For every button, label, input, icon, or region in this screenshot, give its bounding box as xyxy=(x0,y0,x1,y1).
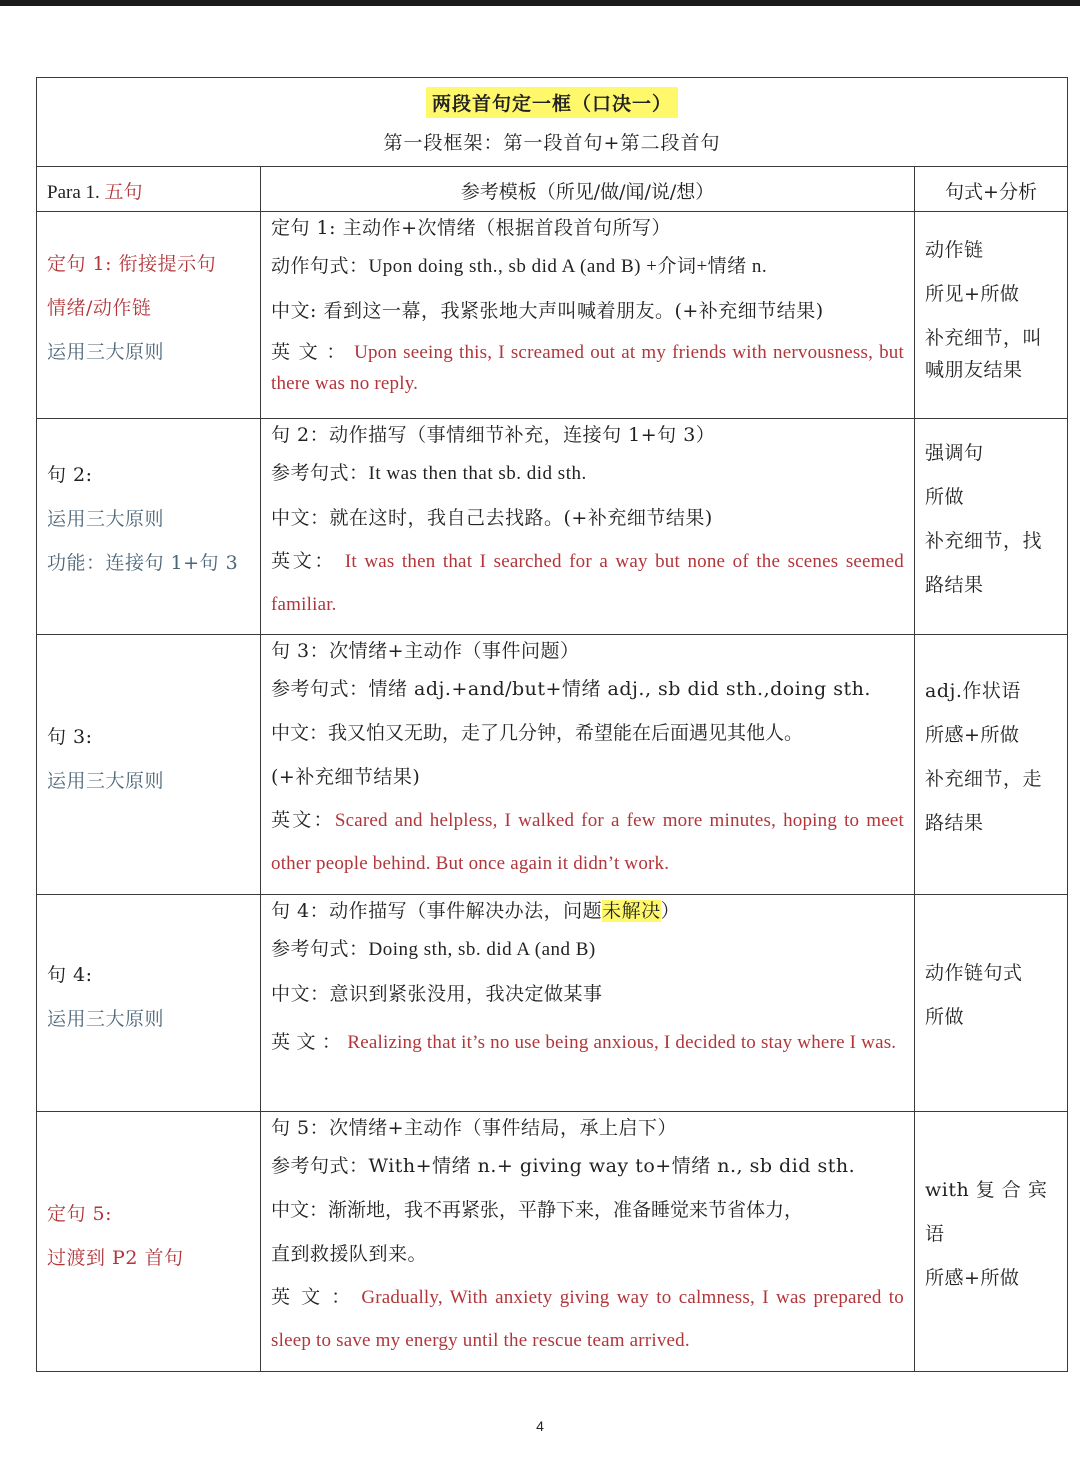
row-left-line: 定句 5: xyxy=(47,1203,113,1225)
english-label: 英文： xyxy=(271,809,335,831)
row-title: 定句 1: 主动作+次情绪（根据首段首句所写） xyxy=(271,217,671,239)
highlight-unsolved: 未解决 xyxy=(602,900,661,922)
chinese-example: 中文：意识到紧张没用，我决定做某事 xyxy=(271,983,603,1005)
row-left-line: 定句 1: 衔接提示句 xyxy=(47,253,217,275)
row-title: 句 5：次情绪+主动作（事件结局，承上启下） xyxy=(271,1117,678,1139)
english-label: 英 文 ： xyxy=(271,341,347,363)
analysis-line: 所做 xyxy=(925,486,965,508)
analysis-line: 路结果 xyxy=(925,574,984,596)
row-title: 句 3：次情绪+主动作（事件问题） xyxy=(271,640,580,662)
english-label: 英 文 ： xyxy=(271,1031,342,1053)
row-left-line: 运用三大原则 xyxy=(47,341,165,363)
english-label: 英 文 ： xyxy=(271,1286,353,1308)
table-row xyxy=(37,419,1068,635)
header-para-count: 五句 xyxy=(104,181,143,203)
pattern-text: With+情绪 n.+ giving way to+情绪 n., sb did sth. xyxy=(368,1155,856,1177)
analysis-line: with 复 合 宾 xyxy=(925,1179,1048,1201)
header-para-label: Para 1. xyxy=(47,182,100,203)
page-number: 4 xyxy=(536,1418,544,1434)
chinese-example-cont: (+补充细节结果) xyxy=(271,766,421,788)
analysis-line: 补充细节，找 xyxy=(925,530,1043,552)
header-analysis: 句式+分析 xyxy=(945,181,1037,203)
analysis-line: 补充细节，走 xyxy=(925,768,1043,790)
framework-table xyxy=(36,77,1068,1372)
analysis-line: 强调句 xyxy=(925,442,984,464)
row-left-line: 句 3: xyxy=(47,726,93,748)
english-example: Scared and helpless, I walked for a few more minutes, hoping to meet other people behind. But once again it didn’t work. xyxy=(271,810,904,874)
title-row xyxy=(37,78,1068,167)
table-row xyxy=(37,635,1068,895)
row-left-line: 功能：连接句 1+句 3 xyxy=(47,552,239,574)
row-left-line: 句 4: xyxy=(47,964,93,986)
analysis-line: 动作链 xyxy=(925,239,984,261)
chinese-example-cont: 直到救援队到来。 xyxy=(271,1243,428,1265)
row-left-line: 情绪/动作链 xyxy=(47,297,152,319)
top-edge-bar xyxy=(0,0,1080,6)
row-left-line: 运用三大原则 xyxy=(47,770,165,792)
analysis-line: 所做 xyxy=(925,1006,965,1028)
row-title: 句 4：动作描写（事件解决办法，问题 xyxy=(271,900,603,922)
analysis-line: 所感+所做 xyxy=(925,1267,1020,1289)
row-left-line: 过渡到 P2 首句 xyxy=(47,1247,184,1269)
pattern-text: 情绪 adj.+and/but+情绪 adj., sb did sth.,doing sth. xyxy=(368,678,871,700)
english-example: Realizing that it’s no use being anxious, I decided to stay where I was. xyxy=(347,1032,897,1053)
pattern-label: 参考句式： xyxy=(271,678,369,700)
english-example: Gradually, With anxiety giving way to calmness, I was prepared to sleep to save my energy until the rescue team arrived. xyxy=(271,1287,904,1351)
analysis-line: 所感+所做 xyxy=(925,724,1020,746)
table-subtitle: 第一段框架：第一段首句+第二段首句 xyxy=(383,132,721,154)
analysis-line: 补充细节，叫 xyxy=(925,327,1043,349)
chinese-example: 中文：渐渐地，我不再紧张，平静下来，准备睡觉来节省体力， xyxy=(271,1199,804,1221)
english-example: It was then that I searched for a way but none of the scenes seemed familiar. xyxy=(271,551,904,615)
analysis-line: 语 xyxy=(925,1223,945,1245)
pattern-label: 动作句式： xyxy=(271,255,369,277)
pattern-label: 参考句式： xyxy=(271,462,369,484)
row-title: 句 2：动作描写（事情细节补充，连接句 1+句 3） xyxy=(271,424,716,446)
analysis-line: 动作链句式 xyxy=(925,962,1023,984)
header-row xyxy=(37,167,1068,212)
pattern-label: 参考句式： xyxy=(271,938,369,960)
english-example: Upon seeing this, I screamed out at my friends with nervousness, but there was no reply. xyxy=(271,342,904,394)
analysis-line: 喊朋友结果 xyxy=(925,359,1023,381)
pattern-text: Upon doing sth., sb did A (and B) +介词+情绪 n. xyxy=(368,256,768,277)
row-left-line: 句 2: xyxy=(47,464,93,486)
chinese-example: 中文：就在这时，我自己去找路。(+补充细节结果) xyxy=(271,507,713,529)
chinese-example: 中文: 看到这一幕，我紧张地大声叫喊着朋友。(+补充细节结果) xyxy=(271,300,824,322)
analysis-line: 路结果 xyxy=(925,812,984,834)
row-left-line: 运用三大原则 xyxy=(47,1008,165,1030)
table-row xyxy=(37,1112,1068,1372)
table-row xyxy=(37,212,1068,419)
analysis-line: 所见+所做 xyxy=(925,283,1020,305)
chinese-example: 中文：我又怕又无助，走了几分钟，希望能在后面遇见其他人。 xyxy=(271,722,804,744)
pattern-text: It was then that sb. did sth. xyxy=(368,463,587,484)
table-row xyxy=(37,895,1068,1112)
pattern-text: Doing sth, sb. did A (and B) xyxy=(368,939,596,960)
english-label: 英文： xyxy=(271,550,337,572)
analysis-line: adj.作状语 xyxy=(925,680,1021,702)
pattern-label: 参考句式： xyxy=(271,1155,369,1177)
header-template: 参考模板（所见/做/闻/说/想） xyxy=(460,181,715,203)
row-title-end: ） xyxy=(660,900,681,922)
row-left-line: 运用三大原则 xyxy=(47,508,165,530)
table-title: 两段首句定一框（口决一） xyxy=(426,87,678,118)
